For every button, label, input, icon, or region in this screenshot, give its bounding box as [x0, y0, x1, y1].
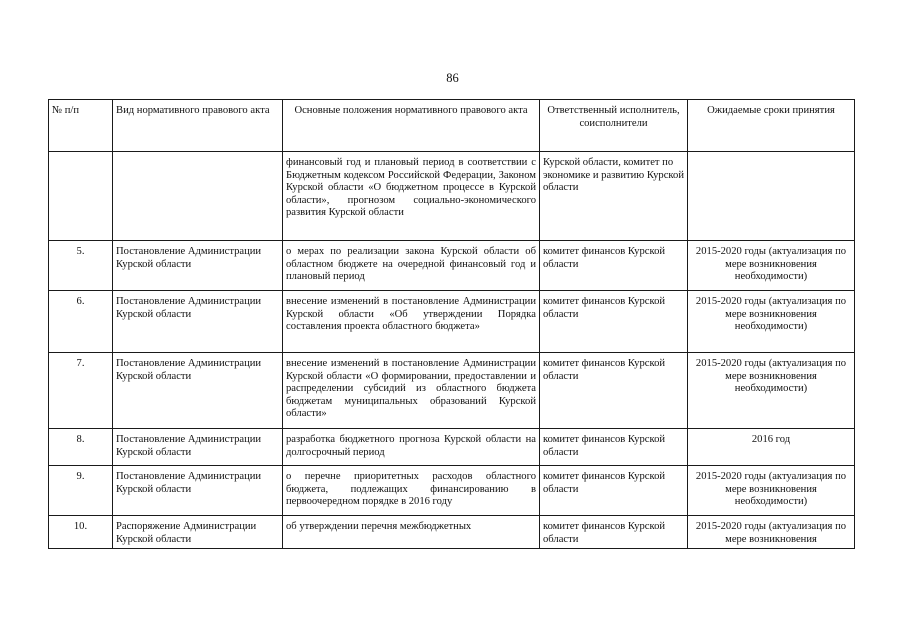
table-row — [49, 466, 855, 516]
row-num: 6. — [49, 291, 113, 353]
row-expected-date: 2016 год — [688, 429, 855, 466]
normative-acts-table — [48, 99, 855, 549]
row-num — [49, 152, 113, 241]
table-row — [49, 152, 855, 241]
row-responsible: комитет финансов Курской области — [540, 291, 688, 353]
row-num: 8. — [49, 429, 113, 466]
row-act-type: Постановление Администрации Курской области — [113, 466, 283, 516]
row-num: 9. — [49, 466, 113, 516]
row-main-provisions: внесение изменений в постановление Администрации Курской области «О формировании, предоставлении и распределении субсидий из областного бюджета бюджетам муниципальных образований Курской области» — [283, 353, 540, 429]
table-row — [49, 353, 855, 429]
row-responsible: комитет финансов Курской области — [540, 466, 688, 516]
row-responsible: комитет финансов Курской области — [540, 429, 688, 466]
row-act-type: Постановление Администрации Курской области — [113, 429, 283, 466]
header-main-provisions: Основные положения нормативного правового акта — [283, 100, 540, 152]
header-expected-dates: Ожидаемые сроки принятия — [688, 100, 855, 152]
row-expected-date: 2015-2020 годы (актуализация по мере возникновения — [688, 516, 855, 549]
row-act-type: Постановление Администрации Курской области — [113, 353, 283, 429]
row-expected-date: 2015-2020 годы (актуализация по мере возникновения необходимости) — [688, 291, 855, 353]
table-row — [49, 291, 855, 353]
row-main-provisions: об утверждении перечня межбюджетных — [283, 516, 540, 549]
row-main-provisions: внесение изменений в постановление Администрации Курской области «Об утверждении Порядка составления проекта областного бюджета» — [283, 291, 540, 353]
row-num: 10. — [49, 516, 113, 549]
row-expected-date: 2015-2020 годы (актуализация по мере возникновения необходимости) — [688, 353, 855, 429]
row-num: 7. — [49, 353, 113, 429]
table-row — [49, 516, 855, 549]
row-expected-date: 2015-2020 годы (актуализация по мере возникновения необходимости) — [688, 241, 855, 291]
table-row — [49, 241, 855, 291]
row-responsible: комитет финансов Курской области — [540, 516, 688, 549]
row-main-provisions: о перечне приоритетных расходов областного бюджета, подлежащих финансированию в первоочередном порядке в 2016 году — [283, 466, 540, 516]
row-num: 5. — [49, 241, 113, 291]
header-act-type: Вид нормативного правового акта — [113, 100, 283, 152]
row-responsible: Курской области, комитет по экономике и развитию Курской области — [540, 152, 688, 241]
row-main-provisions: финансовый год и плановый период в соответствии с Бюджетным кодексом Российской Федерации, Законом Курской области «О бюджетном процессе в Курской области», прогнозом социально-экономического развития Курской области — [283, 152, 540, 241]
row-main-provisions: о мерах по реализации закона Курской области об областном бюджете на очередной финансовый год и плановый период — [283, 241, 540, 291]
row-expected-date — [688, 152, 855, 241]
row-expected-date: 2015-2020 годы (актуализация по мере возникновения необходимости) — [688, 466, 855, 516]
header-responsible: Ответственный исполнитель, соисполнители — [540, 100, 688, 152]
page-number: 86 — [446, 71, 459, 85]
row-responsible: комитет финансов Курской области — [540, 241, 688, 291]
row-responsible: комитет финансов Курской области — [540, 353, 688, 429]
header-num: № п/п — [49, 100, 113, 152]
row-act-type: Постановление Администрации Курской области — [113, 291, 283, 353]
row-act-type: Постановление Администрации Курской области — [113, 241, 283, 291]
row-main-provisions: разработка бюджетного прогноза Курской области на долгосрочный период — [283, 429, 540, 466]
row-act-type: Распоряжение Администрации Курской области — [113, 516, 283, 549]
table-row — [49, 429, 855, 466]
table-header-row — [49, 100, 855, 152]
row-act-type — [113, 152, 283, 241]
